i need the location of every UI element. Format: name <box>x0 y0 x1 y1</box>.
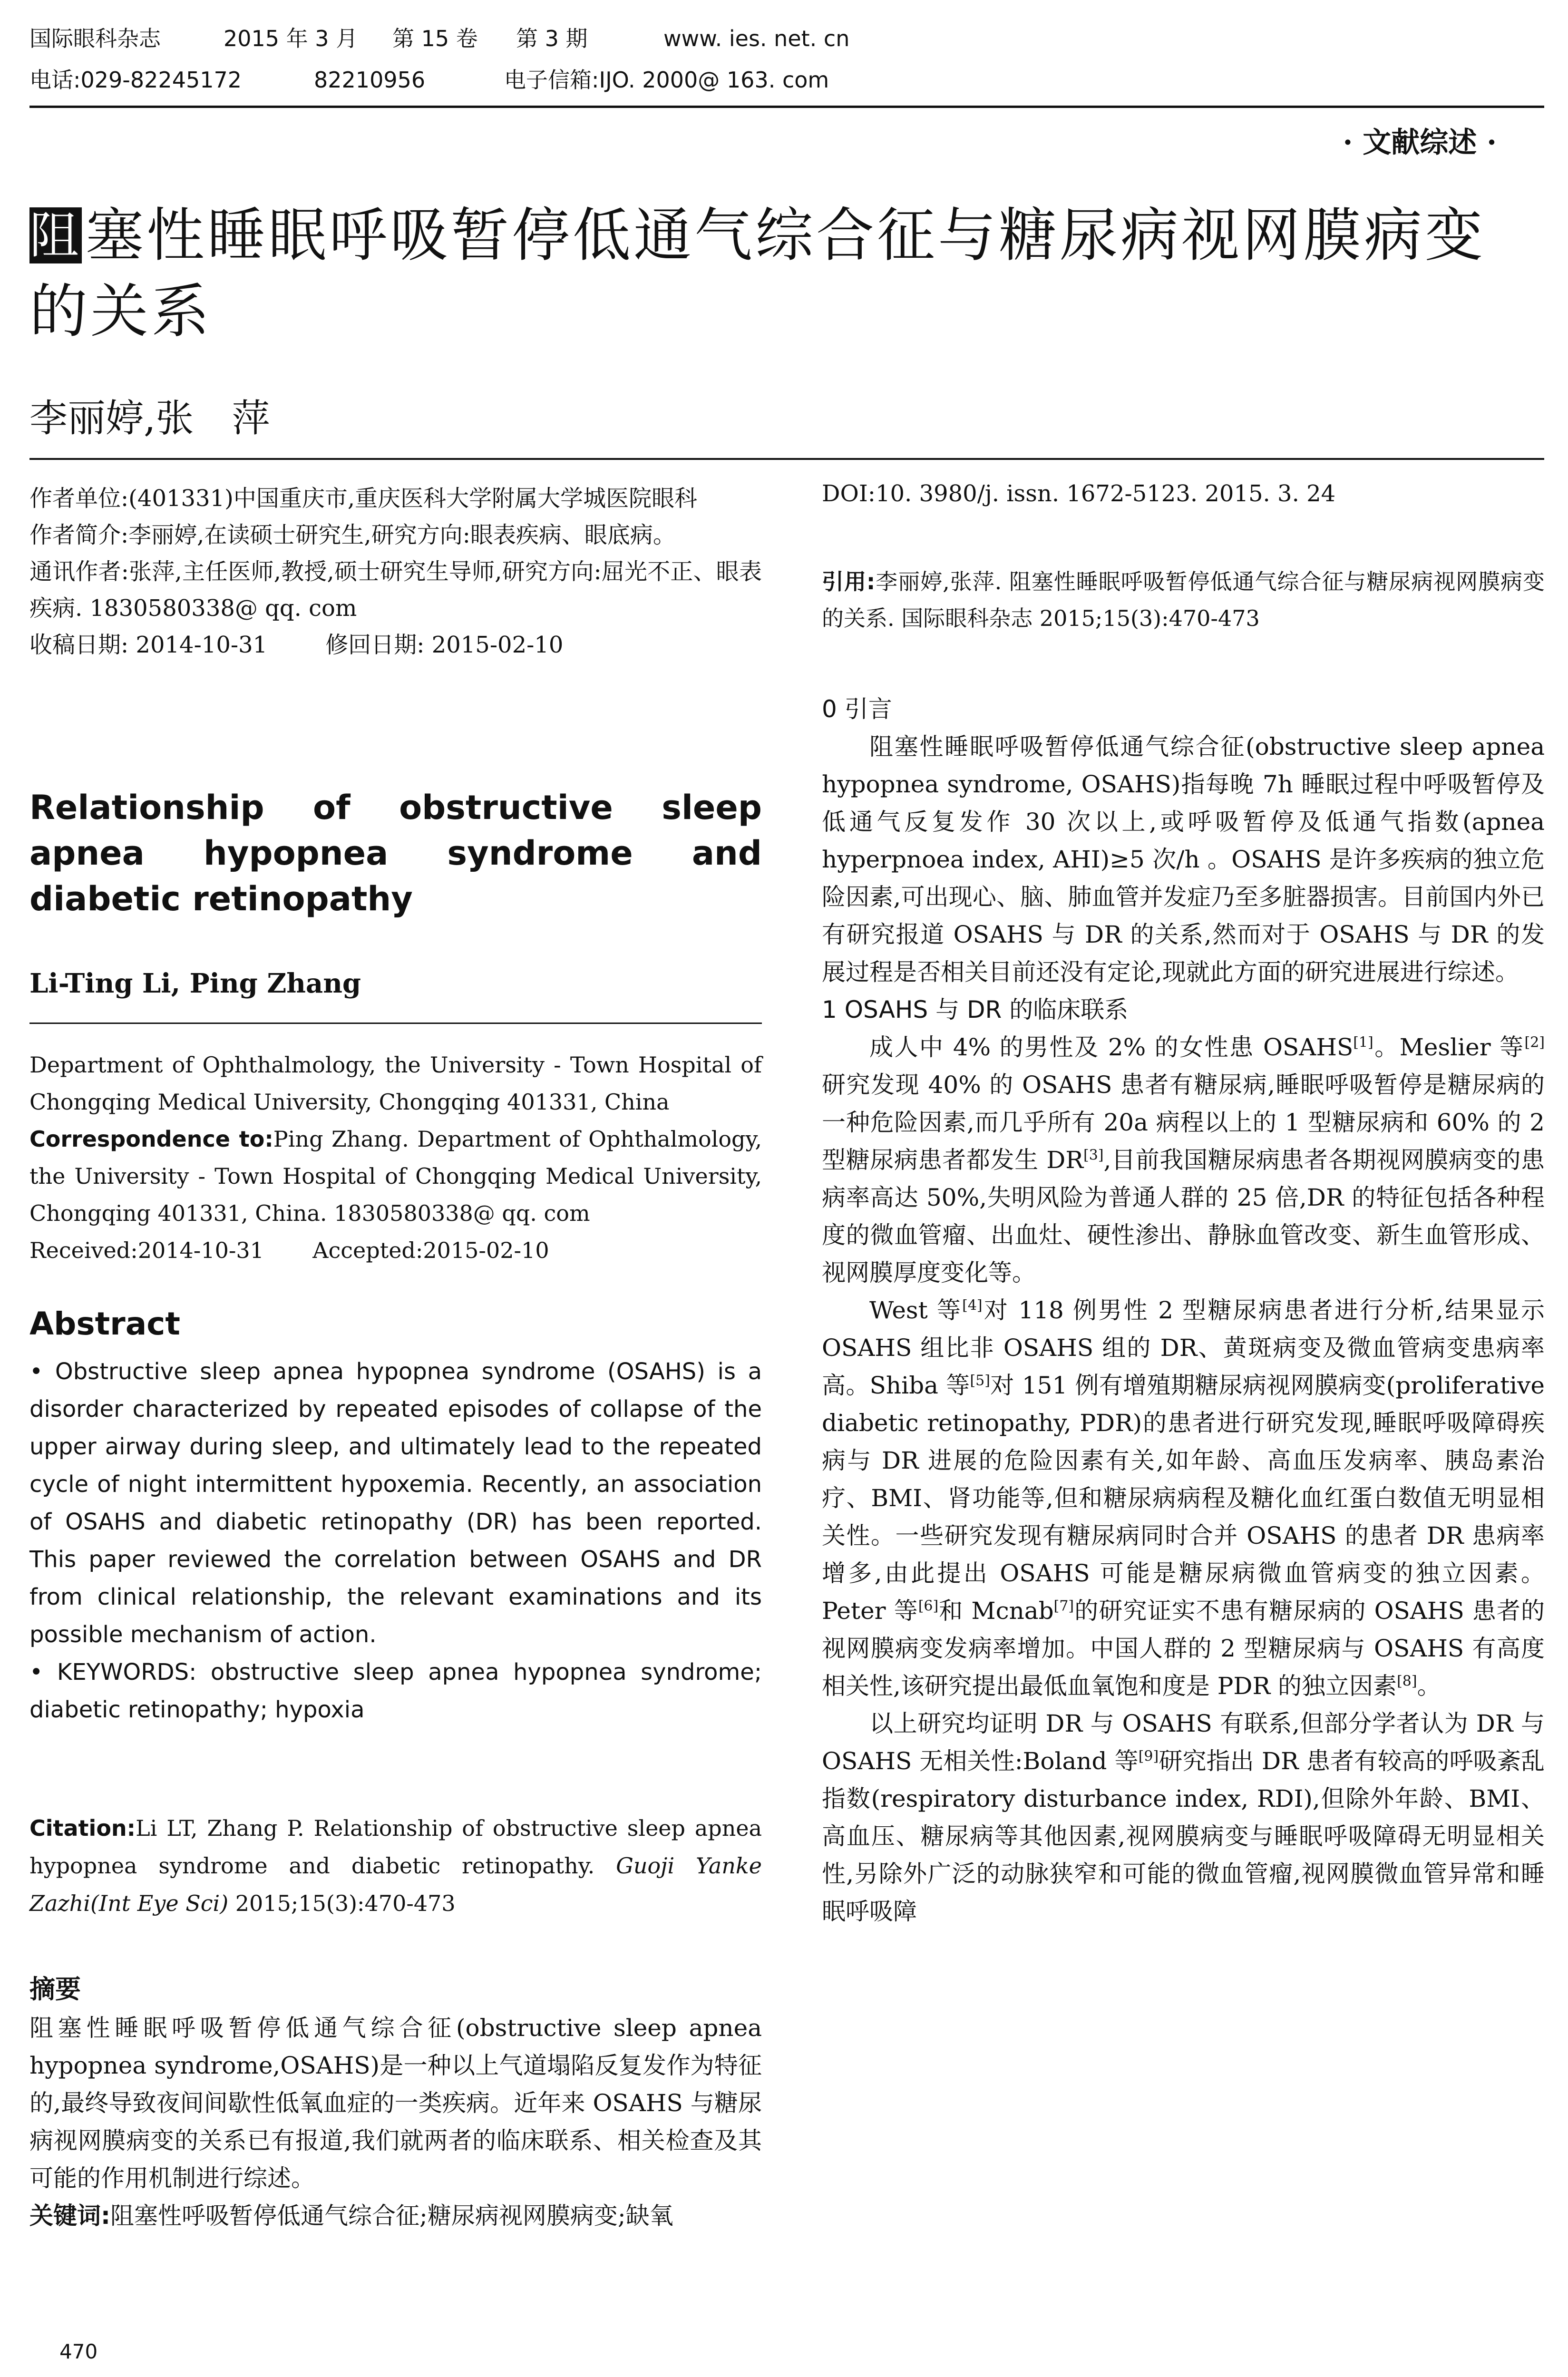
cn-abstract-heading: 摘要 <box>29 1974 81 2004</box>
citation-block <box>29 1810 762 1922</box>
correspondence-label: Correspondence to: <box>29 1126 273 1152</box>
section-0-heading: 0 引言 <box>822 695 892 723</box>
english-affiliation: Department of Ophthalmology, the University - Town Hospital of Chongqing Medical University, Chongqing 401331, China <box>29 1052 762 1115</box>
page-number: 470 <box>59 2340 98 2363</box>
header-year-month: 2015 年 3 月 <box>224 26 358 51</box>
citation-label: Citation: <box>29 1815 136 1841</box>
section-1-heading: 1 OSAHS 与 DR 的临床联系 <box>822 996 1129 1023</box>
author-affiliation: 作者单位:(401331)中国重庆市,重庆医科大学附属大学城医院眼科 <box>29 485 698 512</box>
ref-8[interactable]: [8] <box>1397 1673 1417 1690</box>
title-dropcap: 阻 <box>29 206 82 264</box>
received-date: 收稿日期: 2014-10-31 <box>29 632 268 658</box>
paragraph-0: 阻塞性睡眠呼吸暂停低通气综合征(obstructive sleep apnea hypopnea syndrome, OSAHS)指每晚 7h 睡眠过程中呼吸暂停及低通气反复发作 30 次以上,或呼吸暂停及低通气指数(apnea hyperpnoea index, AHI)≥5 次/h 。OSAHS 是许多疾病的独立危险因素,可出现心、脑、肺血管并发症乃至多脏器损害。目前国内外已有研究报道 OSAHS 与 DR 的关系,然而对于 OSAHS 与 DR 的发展过程是否相关目前还没有定论,现就此方面的研究进展进行综述。 <box>822 733 1545 986</box>
citation-journal: Guoji Yanke Zazhi(Int Eye Sci) <box>29 1853 762 1916</box>
english-dates-row <box>29 1232 762 1269</box>
cite-text: 李丽婷,张萍. 阻塞性睡眠呼吸暂停低通气综合征与糖尿病视网膜病变的关系. 国际眼科杂志 2015;15(3):470-473 <box>822 569 1545 631</box>
abstract-heading: Abstract <box>29 1305 180 1342</box>
p1-text-c: 研究发现 40% 的 OSAHS 患者有糖尿病,睡眠呼吸暂停是糖尿病的一种危险因素,而几乎所有 20a 病程以上的 1 型糖尿病和 60% 的 2 型糖尿病患者都发生 DR <box>822 1071 1545 1174</box>
header-issue: 第 3 期 <box>516 26 588 51</box>
cn-abstract-text: 阻塞性睡眠呼吸暂停低通气综合征(obstructive sleep apnea hypopnea syndrome,OSAHS)是一种以上气道塌陷反复发作为特征的,最终导致夜间间歇性低氧血症的一类疾病。近年来 OSAHS 与糖尿病视网膜病变的关系已有报道,我们就两者的临床联系、相关检查及其可能的作用机制进行综述。 <box>29 2014 762 2192</box>
p2-text-f: 。 <box>1417 1672 1441 1700</box>
english-received: Received:2014-10-31 <box>29 1237 264 1263</box>
ref-2[interactable]: [2] <box>1524 1034 1545 1051</box>
p2-text-a: West 等 <box>869 1296 963 1324</box>
cn-keywords-text: 阻塞性呼吸暂停低通气综合征;糖尿病视网膜病变;缺氧 <box>110 2202 673 2230</box>
abstract-keywords: • KEYWORDS: obstructive sleep apnea hypopnea syndrome; diabetic retinopathy; hypoxia <box>29 1659 762 1723</box>
header-volume: 第 15 卷 <box>392 26 478 51</box>
section-tag: · 文献综述 · <box>1343 126 1497 159</box>
article-title <box>29 197 1542 350</box>
cite-block <box>822 564 1545 637</box>
authors-cn: 李丽婷,张 萍 <box>29 396 270 440</box>
header-website: www. ies. net. cn <box>663 26 850 51</box>
body-text <box>822 691 1545 1930</box>
correspondence-text: Ping Zhang. Department of Ophthalmology, the University - Town Hospital of Chongqing Medical University, Chongqing 401331, China. 1830580338@ qq. com <box>29 1126 762 1226</box>
english-affiliation-block <box>29 1046 762 1269</box>
paragraph-2 <box>822 1292 1545 1705</box>
ref-6[interactable]: [6] <box>918 1598 939 1615</box>
abstract-body <box>29 1353 762 1729</box>
header-rule <box>29 106 1544 108</box>
english-authors: Li-Ting Li, Ping Zhang <box>29 968 361 999</box>
ref-5[interactable]: [5] <box>970 1372 990 1389</box>
header-phone: 电话:029-82245172 <box>29 67 242 93</box>
citation-tail: 2015;15(3):470-473 <box>228 1890 456 1916</box>
p1-text-a: 成人中 4% 的男性及 2% 的女性患 OSAHS <box>869 1033 1354 1061</box>
ref-4[interactable]: [4] <box>962 1297 983 1314</box>
p2-text-b: 对 118 例男性 2 型糖尿病患者进行分析,结果显示 OSAHS 组比非 OSAHS 组的 DR、黄斑病变及微血管病变患病率高。Shiba 等 <box>822 1296 1545 1399</box>
citation-text: Li LT, Zhang P. Relationship of obstructive sleep apnea hypopnea syndrome and diabetic retinopathy. <box>29 1815 762 1879</box>
english-authors-rule <box>29 1023 762 1024</box>
header-phone2: 82210956 <box>314 67 426 93</box>
doi: DOI:10. 3980/j. issn. 1672-5123. 2015. 3. 24 <box>822 480 1336 507</box>
p1-text-b: 。Meslier 等 <box>1373 1033 1525 1061</box>
left-meta <box>29 480 762 663</box>
revised-date: 修回日期: 2015-02-10 <box>325 632 564 658</box>
dates-row <box>29 627 762 663</box>
english-accepted: Accepted:2015-02-10 <box>312 1237 549 1263</box>
citation <box>29 1810 762 1922</box>
ref-1[interactable]: [1] <box>1353 1034 1373 1051</box>
ref-7[interactable]: [7] <box>1053 1598 1074 1615</box>
cite-cn <box>822 564 1545 637</box>
p2-text-e: 的研究证实不患有糖尿病的 OSAHS 患者的视网膜病变发病率增加。中国人群的 2 型糖尿病与 OSAHS 有高度相关性,该研究提出最低血氧饱和度是 PDR 的独立因素 <box>822 1597 1545 1700</box>
p3-text-b: 研究指出 DR 患者有较高的呼吸紊乱指数(respiratory disturbance index, RDI),但除外年龄、BMI、高血压、糖尿病等其他因素,视网膜病变与睡眠呼吸障碍无明显相关性,另除外广泛的动脉狭窄和可能的微血管瘤,视网膜微血管异常和睡眠呼吸障 <box>822 1747 1545 1925</box>
cn-keywords <box>29 2197 762 2235</box>
title-line2: 的关系 <box>29 278 212 345</box>
corresponding-author: 通讯作者:张萍,主任医师,教授,硕士研究生导师,研究方向:屈光不正、眼表疾病. 1830580338@ qq. com <box>29 558 762 622</box>
ref-3[interactable]: [3] <box>1083 1147 1104 1164</box>
p2-text-c: 对 151 例有增殖期糖尿病视网膜病变(proliferative diabetic retinopathy, PDR)的患者进行研究发现,睡眠呼吸障碍疾病与 DR 进展的危险因素有关,如年龄、高血压发病率、胰岛素治疗、BMI、肾功能等,但和糖尿病病程及糖化血红蛋白数值无明显相关性。一些研究发现有糖尿病同时合并 OSAHS 的患者 DR 患病率增多,由此提出 OSAHS 可能是糖尿病微血管病变的独立因素。Peter 等 <box>822 1372 1545 1625</box>
ref-9[interactable]: [9] <box>1138 1748 1159 1765</box>
title-rule <box>29 458 1544 460</box>
cn-keywords-label: 关键词: <box>29 2202 110 2230</box>
title-line1: 塞性睡眠呼吸暂停低通气综合征与糖尿病视网膜病变 <box>86 202 1486 269</box>
abstract-text: • Obstructive sleep apnea hypopnea syndrome (OSAHS) is a disorder characterized by repeated episodes of collapse of the upper airway during sleep, and ultimately lead to the repeated cycle of night intermittent hypoxemia. Recently, an association of OSAHS and diabetic retinopathy (DR) has been reported. This paper reviewed the correlation between OSAHS and DR from clinical relationship, the relevant examinations and its possible mechanism of action. <box>29 1358 762 1648</box>
english-title: Relationship of obstructive sleep apnea hypopnea syndrome and diabetic retinopathy <box>29 788 762 918</box>
header-journal: 国际眼科杂志 <box>29 26 161 51</box>
author-bio: 作者简介:李丽婷,在读硕士研究生,研究方向:眼表疾病、眼底病。 <box>29 522 676 548</box>
cn-abstract-body <box>29 2009 762 2235</box>
p2-text-d: 和 Mcnab <box>938 1597 1054 1625</box>
p3-text-a: 以上研究均证明 DR 与 OSAHS 有联系,但部分学者认为 DR 与 OSAHS 无相关性:Boland 等 <box>822 1710 1545 1775</box>
paragraph-1 <box>822 1029 1545 1292</box>
paragraph-3 <box>822 1705 1545 1930</box>
english-correspondence <box>29 1120 762 1232</box>
header-email: 电子信箱:IJO. 2000@ 163. com <box>504 67 829 93</box>
p1-text-d: ,目前我国糖尿病患者各期视网膜病变的患病率高达 50%,失明风险为普通人群的 25 倍,DR 的特征包括各种程度的微血管瘤、出血灶、硬性渗出、静脉血管改变、新生血管形成、视网膜厚度变化等。 <box>822 1146 1545 1286</box>
cite-label: 引用: <box>822 569 876 594</box>
